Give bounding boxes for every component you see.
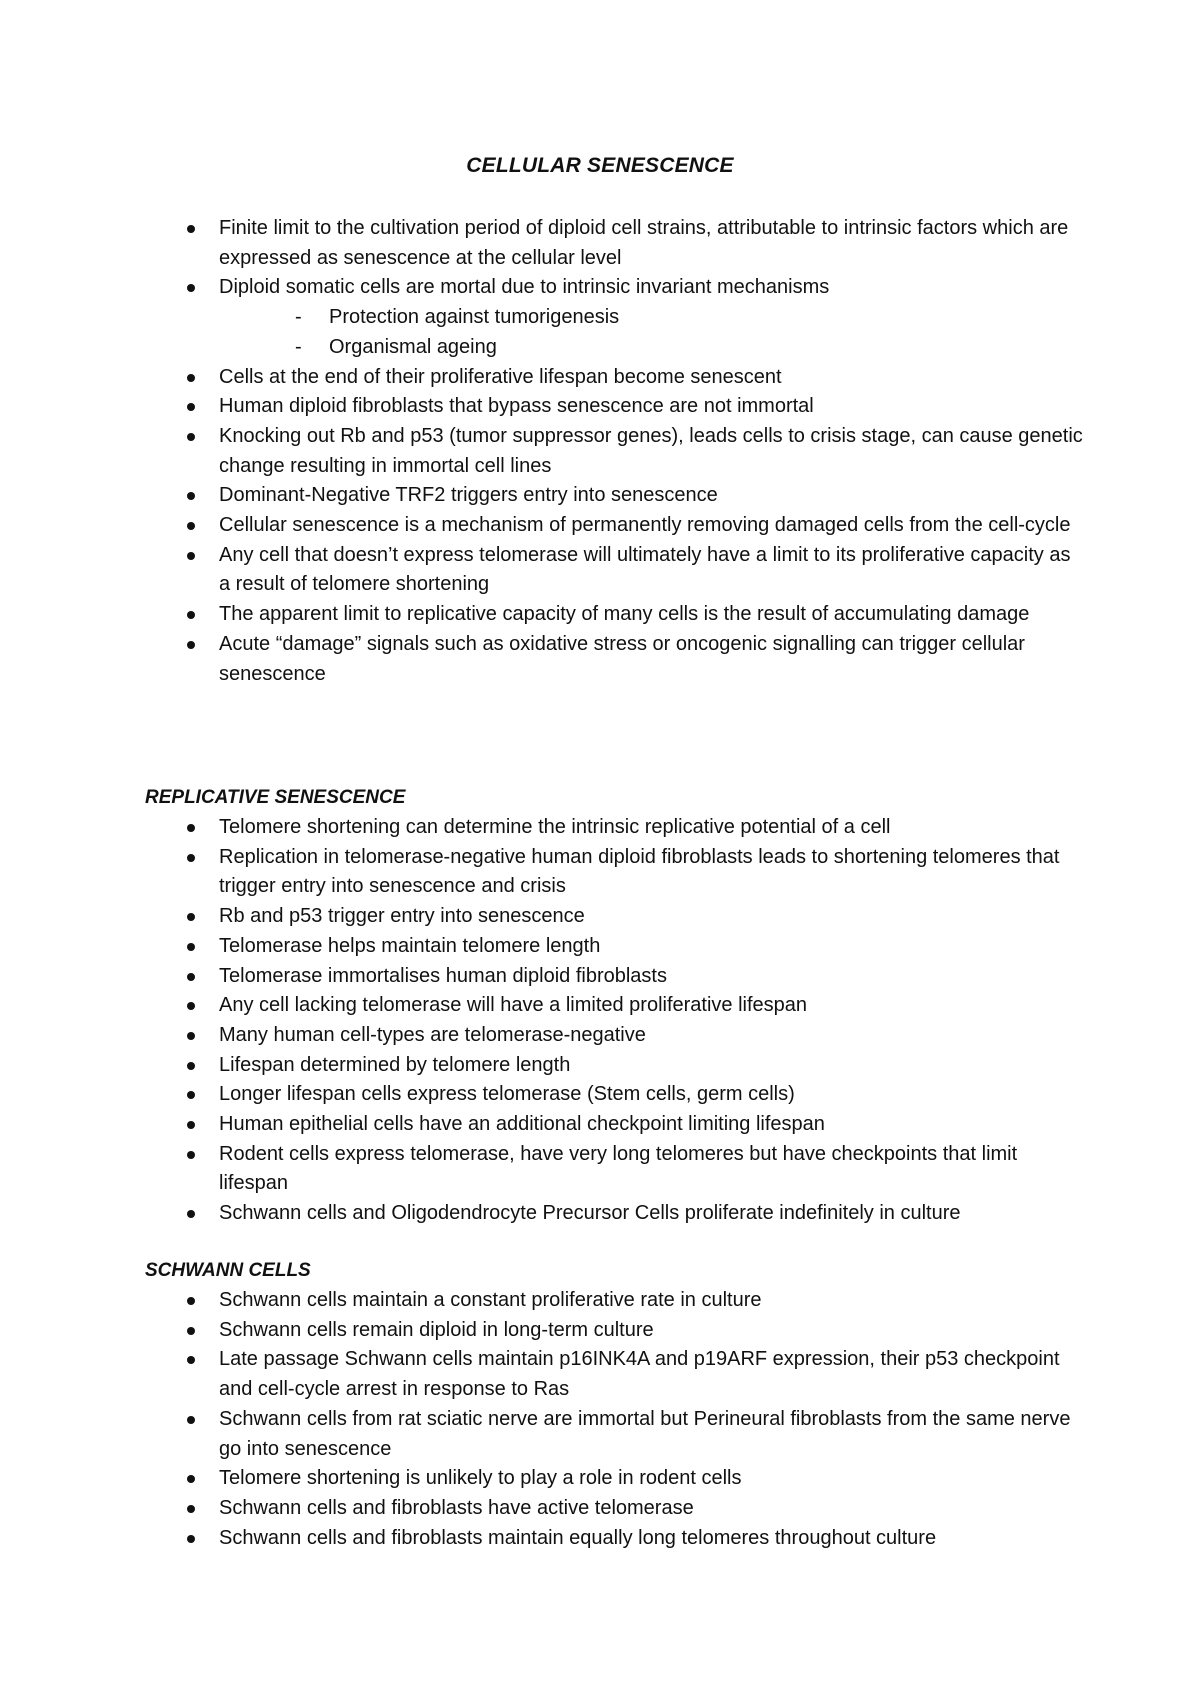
bullet-icon: [187, 1327, 195, 1335]
list-item: [145, 422, 1085, 481]
list-item: [145, 902, 1085, 932]
list-item: [145, 1524, 1085, 1554]
page-title: CELLULAR SENESCENCE: [466, 154, 734, 177]
list-item: [145, 541, 1085, 600]
list-item: [145, 1051, 1085, 1081]
list-item: [145, 600, 1085, 630]
bullet-icon: [187, 1151, 195, 1159]
bullet-icon: [187, 492, 195, 500]
list-item: [145, 813, 1085, 843]
bullet-icon: [187, 1091, 195, 1099]
list-item: [145, 843, 1085, 902]
list-item-text: Longer lifespan cells express telomerase (Stem cells, germ cells): [219, 1083, 795, 1106]
list-item: [145, 1080, 1085, 1110]
bullet-icon: [187, 1356, 195, 1364]
list-item-text: Finite limit to the cultivation period of diploid cell strains, attributable to intrinsic factors which are expressed as senescence at the cellular level: [219, 217, 1069, 269]
bullet-icon: [187, 641, 195, 649]
bullet-icon: [187, 403, 195, 411]
list-item: [145, 932, 1085, 962]
sub-list-item-text: Protection against tumorigenesis: [329, 306, 620, 329]
list-item-text: Telomerase immortalises human diploid fibroblasts: [219, 964, 667, 987]
list-item-text: Schwann cells maintain a constant proliferative rate in culture: [219, 1289, 762, 1311]
list-item: [145, 962, 1085, 992]
list-item: [145, 1316, 1085, 1346]
bullet-icon: [187, 973, 195, 981]
list-item-text: Schwann cells and fibroblasts have active telomerase: [219, 1496, 694, 1519]
bullet-icon: [187, 433, 195, 441]
list-item: [145, 1464, 1085, 1494]
bullet-icon: [187, 1002, 195, 1010]
list-item-text: Dominant-Negative TRF2 triggers entry into senescence: [219, 484, 718, 507]
bullet-icon: [187, 943, 195, 951]
list-item: [145, 1199, 1085, 1229]
list-item-text: Telomerase helps maintain telomere length: [219, 934, 601, 957]
list-item-text: Human epithelial cells have an additional checkpoint limiting lifespan: [219, 1113, 825, 1136]
bullet-icon: [187, 1121, 195, 1129]
section-heading: REPLICATIVE SENESCENCE: [145, 787, 406, 808]
list-item: [145, 1110, 1085, 1140]
bullet-icon: [187, 225, 195, 233]
bullet-icon: [187, 824, 195, 832]
list-item: [145, 1140, 1085, 1199]
section-replicative-senescence: [145, 783, 1085, 1229]
list-item-text: Rodent cells express telomerase, have very long telomeres but have checkpoints that limit lifespan: [219, 1142, 1018, 1195]
list-item-text: Schwann cells from rat sciatic nerve are immortal but Perineural fibroblasts from the same nerve go into senescence: [219, 1407, 1071, 1460]
list-item: [145, 392, 1085, 422]
list-item: [145, 273, 1085, 362]
list-item-text: Cellular senescence is a mechanism of permanently removing damaged cells from the cell-cycle: [219, 514, 1071, 537]
bullet-icon: [187, 1297, 195, 1305]
dash-marker: -: [295, 335, 302, 358]
list-item-text: Many human cell-types are telomerase-negative: [219, 1023, 646, 1046]
list-item-text: Telomere shortening is unlikely to play a role in rodent cells: [219, 1467, 742, 1490]
bullet-icon: [187, 1210, 195, 1218]
list-item: [145, 481, 1085, 511]
list-item-text: Any cell that doesn’t express telomerase will ultimately have a limit to its proliferative capacity as a result of telomere shortening: [219, 543, 1071, 596]
list-item: [145, 1021, 1085, 1051]
sub-list-item: [219, 333, 1085, 363]
section-cellular-senescence: [145, 214, 1085, 689]
sub-list: [219, 303, 1085, 362]
list-item-text: Schwann cells remain diploid in long-term culture: [219, 1318, 654, 1341]
bullet-icon: [187, 374, 195, 382]
list-item: [145, 991, 1085, 1021]
list-item-text: Human diploid fibroblasts that bypass senescence are not immortal: [219, 395, 814, 418]
bullet-icon: [187, 1535, 195, 1543]
list-item-text: Late passage Schwann cells maintain p16INK4A and p19ARF expression, their p53 checkpoint and cell-cycle arrest in response to Ras: [219, 1348, 1060, 1401]
section-schwann-cells: [145, 1256, 1085, 1553]
list-item: [145, 214, 1085, 273]
list-item-text: Schwann cells and fibroblasts maintain equally long telomeres throughout culture: [219, 1526, 937, 1549]
list-item: [145, 630, 1085, 689]
bullet-list: [145, 214, 1085, 689]
bullet-icon: [187, 552, 195, 560]
list-item-text: Lifespan determined by telomere length: [219, 1053, 571, 1076]
list-item-text: Any cell lacking telomerase will have a limited proliferative lifespan: [219, 994, 808, 1017]
list-item-text: Rb and p53 trigger entry into senescence: [219, 905, 585, 928]
list-item: [145, 363, 1085, 393]
list-item-text: Schwann cells and Oligodendrocyte Precursor Cells proliferate indefinitely in culture: [219, 1202, 961, 1225]
bullet-icon: [187, 854, 195, 862]
list-item-text: Telomere shortening can determine the intrinsic replicative potential of a cell: [219, 816, 891, 838]
bullet-list: [145, 813, 1085, 1229]
list-item-text: Acute “damage” signals such as oxidative stress or oncogenic signalling can trigger cellular senescence: [219, 632, 1025, 685]
bullet-icon: [187, 1475, 195, 1483]
list-item-text: Knocking out Rb and p53 (tumor suppressor genes), leads cells to crisis stage, can cause genetic change resulting in immortal cell lines: [219, 424, 1083, 477]
list-item-text: Diploid somatic cells are mortal due to intrinsic invariant mechanisms: [219, 276, 830, 299]
bullet-icon: [187, 611, 195, 619]
list-item-text: Cells at the end of their proliferative lifespan become senescent: [219, 365, 782, 388]
bullet-list: [145, 1286, 1085, 1553]
bullet-icon: [187, 284, 195, 292]
section-heading: SCHWANN CELLS: [145, 1260, 311, 1281]
list-item-text: The apparent limit to replicative capacity of many cells is the result of accumulating damage: [219, 603, 1030, 626]
bullet-icon: [187, 913, 195, 921]
sub-list-item: [219, 303, 1085, 333]
list-item: [145, 1345, 1085, 1404]
list-item: [145, 1286, 1085, 1316]
list-item: [145, 1405, 1085, 1464]
list-item-text: Replication in telomerase-negative human diploid fibroblasts leads to shortening telomeres that trigger entry into senescence and crisis: [219, 845, 1060, 898]
sub-list-item-text: Organismal ageing: [329, 335, 497, 358]
bullet-icon: [187, 1416, 195, 1424]
list-item: [145, 511, 1085, 541]
dash-marker: -: [295, 306, 302, 329]
list-item: [145, 1494, 1085, 1524]
bullet-icon: [187, 1505, 195, 1513]
bullet-icon: [187, 1032, 195, 1040]
bullet-icon: [187, 1062, 195, 1070]
bullet-icon: [187, 522, 195, 530]
